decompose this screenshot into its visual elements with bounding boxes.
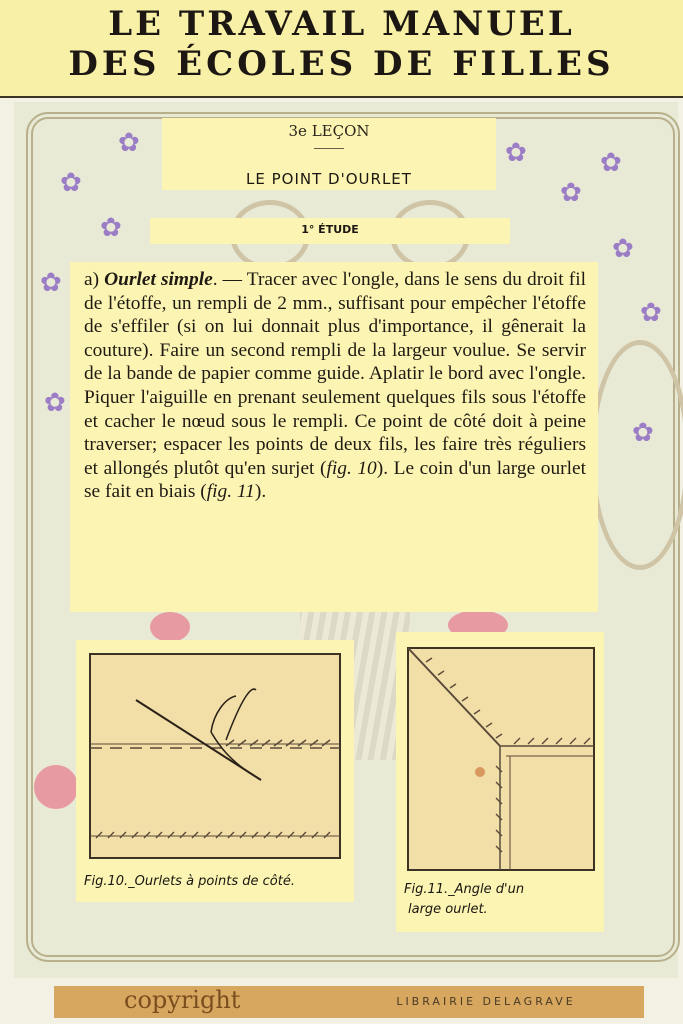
rose-ornament — [34, 765, 78, 809]
violet-flower-icon: ✿ — [118, 128, 140, 158]
violet-flower-icon: ✿ — [632, 418, 654, 448]
rose-ornament — [150, 612, 190, 642]
violet-flower-icon: ✿ — [560, 178, 582, 208]
title-line-2: DES ÉCOLES DE FILLES — [68, 44, 615, 84]
violet-flower-icon: ✿ — [100, 213, 122, 243]
study-number: 1° ÉTUDE — [301, 223, 359, 236]
study-label — [150, 218, 510, 244]
publisher-name: LIBRAIRIE DELAGRAVE — [396, 995, 576, 1008]
publisher-footer — [54, 986, 644, 1018]
violet-flower-icon: ✿ — [44, 388, 66, 418]
violet-flower-icon: ✿ — [640, 298, 662, 328]
lesson-title: LE POINT D'OURLET — [246, 170, 412, 188]
violet-flower-icon: ✿ — [505, 138, 527, 168]
title-line-1: LE TRAVAIL MANUEL — [108, 4, 575, 44]
figure-11-caption — [404, 880, 594, 920]
violet-flower-icon: ✿ — [60, 168, 82, 198]
copyright-label: copyright — [124, 986, 241, 1014]
title-banner — [0, 0, 683, 98]
figure-11-caption-line-2: large ourlet. — [408, 902, 488, 917]
lesson-header — [162, 118, 496, 190]
instruction-text-block — [70, 262, 598, 612]
figure-reference: fig. 10 — [326, 457, 377, 479]
violet-flower-icon: ✿ — [40, 268, 62, 298]
item-heading: Ourlet simple — [104, 269, 213, 290]
hem-corner-illustration — [396, 632, 604, 878]
figure-10 — [76, 640, 354, 902]
lesson-number: 3e LEÇON — [288, 122, 370, 140]
instruction-paragraph — [84, 268, 586, 504]
figure-11 — [396, 632, 604, 932]
violet-flower-icon: ✿ — [612, 234, 634, 264]
figure-reference: fig. 11 — [206, 481, 255, 503]
hem-stitch-illustration — [76, 640, 354, 870]
item-prefix: a) — [84, 269, 105, 290]
figure-10-caption: Fig.10._Ourlets à points de côté. — [84, 874, 295, 889]
violet-flower-icon: ✿ — [600, 148, 622, 178]
coil-ornament-right — [590, 340, 683, 570]
text-part-c: ). — [254, 481, 267, 503]
text-part-a: . — Tracer avec l'ongle, dans le sens du droit fil de l'étoffe, un rempli de 2 mm., suffisant pour empêcher l'étoffe de s'effiler (si on lui donnait plus d'importance, il gênerait la couture). Faire un second rempli de la largeur voulue. Se servir de la bande de papier comme guide. Aplatir le bord avec l'ongle. Piquer l'aiguille en prenant seulement quelques fils sous l'étoffe et cacher le nœud sous le rempli. Ce point de côté doit à peine traverser; espacer les points de deux fils, les faire très réguliers et allongés plutôt qu'en surjet ( — [84, 269, 586, 479]
divider — [314, 148, 344, 149]
figure-11-caption-line-1: Fig.11._Angle d'un — [404, 882, 525, 897]
text-part-b: ). Le coin d'un large ourlet se fait en biais ( — [84, 457, 586, 503]
